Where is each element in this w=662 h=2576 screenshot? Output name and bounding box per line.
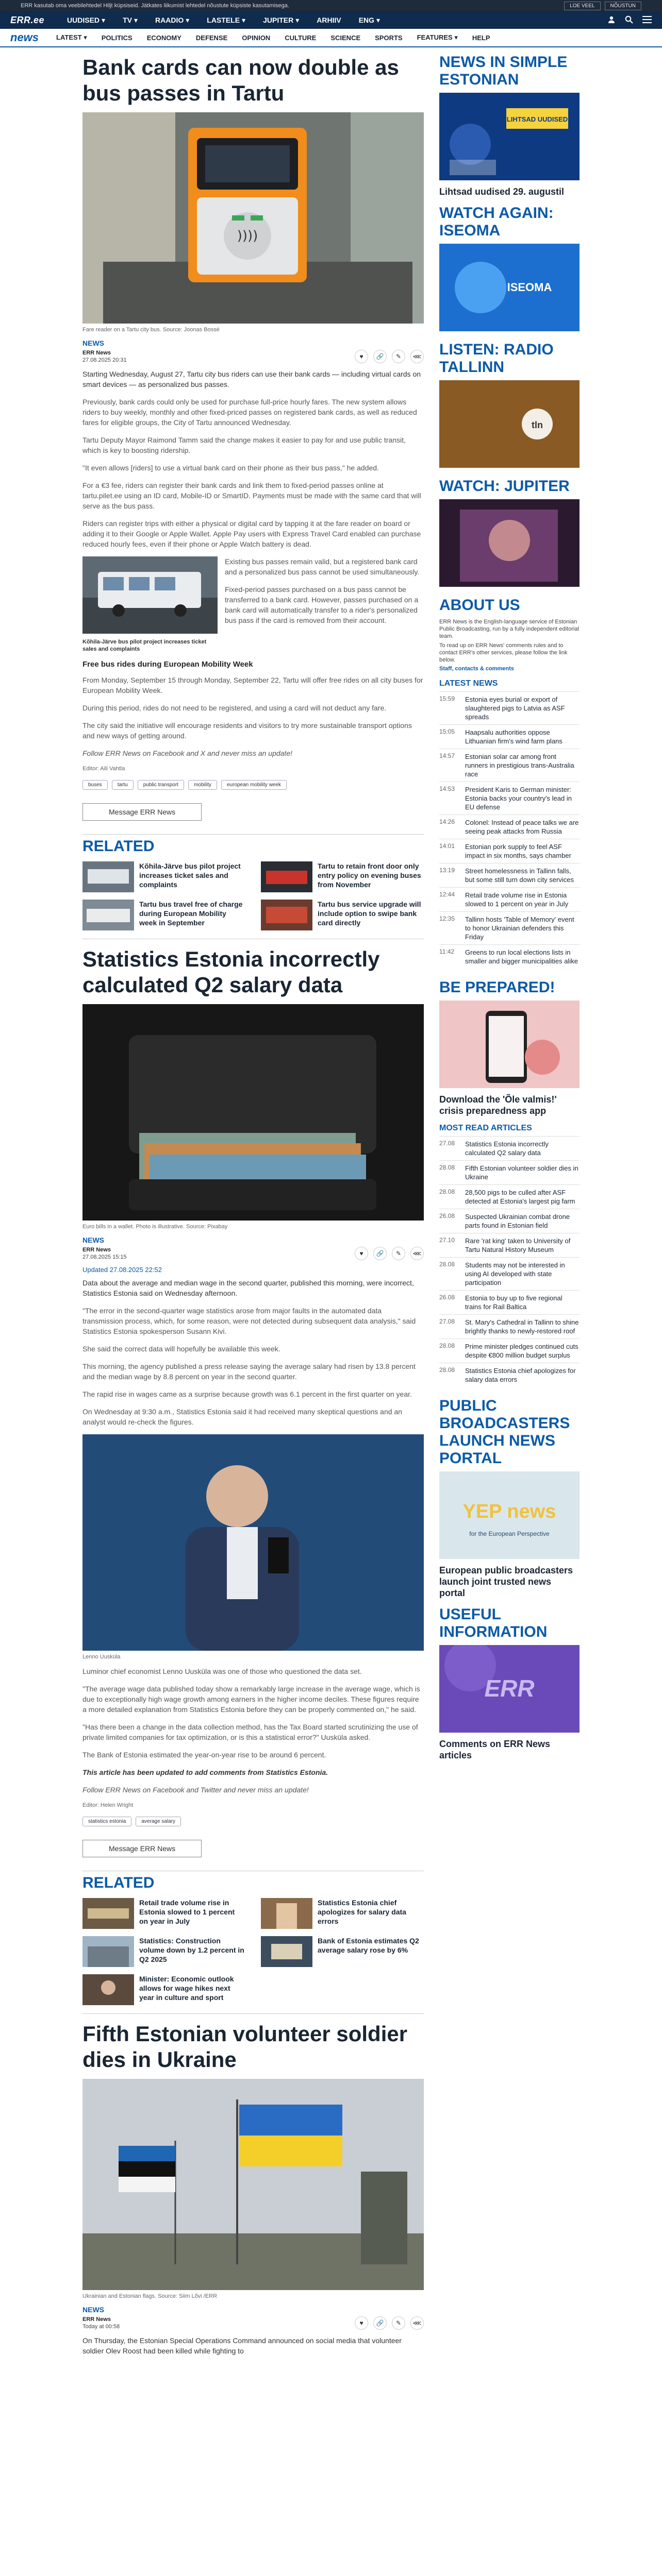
update-notice: This article has been updated to add comments from Statistics Estonia. bbox=[82, 1768, 328, 1776]
heart-icon[interactable]: ♥ bbox=[355, 350, 368, 363]
latest-news-item[interactable]: 14:01 Estonian pork supply to feel ASF impact in six months, says chamber bbox=[439, 839, 580, 863]
latest-news-item[interactable]: 14:53 President Karis to German minister: Estonia backs your country's lead in EU defense bbox=[439, 782, 580, 815]
subnav-sports[interactable]: SPORTS bbox=[375, 33, 403, 42]
share-icon[interactable]: ⋘ bbox=[410, 350, 424, 363]
nav-arhiiv[interactable]: ARHIIV bbox=[317, 16, 341, 24]
sidebar bbox=[439, 47, 580, 2363]
subnav-science[interactable]: SCIENCE bbox=[330, 33, 361, 42]
tag[interactable]: public transport bbox=[138, 780, 184, 790]
most-read-list bbox=[439, 1136, 580, 1387]
editor-credit: Editor: Helen Wright bbox=[82, 1802, 134, 1808]
article-volunteer-soldier bbox=[82, 2021, 424, 2356]
related-item[interactable] bbox=[261, 1936, 424, 1967]
iseoma-badge: ISEOMA bbox=[507, 281, 552, 294]
article-meta bbox=[82, 2316, 120, 2330]
section-subhead: Free bus rides during European Mobility Week bbox=[82, 660, 253, 669]
related-item[interactable] bbox=[261, 1898, 424, 1929]
article-photo bbox=[82, 1004, 424, 1221]
prepared-banner[interactable] bbox=[439, 1001, 580, 1091]
inline-related-figure bbox=[82, 556, 424, 653]
nav-eng[interactable]: ENG ▾ bbox=[358, 15, 380, 24]
sidebar-heading-portal[interactable]: PUBLIC BROADCASTERS LAUNCH NEWS PORTAL bbox=[439, 1397, 570, 1467]
sidebar-heading-iseoma[interactable]: WATCH AGAIN: ISEOMA bbox=[439, 205, 554, 239]
article-photo bbox=[82, 112, 424, 324]
related-item[interactable] bbox=[261, 861, 424, 892]
chevron-down-icon: ▾ bbox=[242, 15, 246, 24]
photo-caption: Fare reader on a Tartu city bus. Source: Joonas Bossé bbox=[82, 327, 220, 333]
latest-news-item[interactable]: 12:35 Tallinn hosts 'Table of Memory' event to honor Ukrainian defenders this Friday bbox=[439, 911, 580, 944]
heart-icon[interactable]: ♥ bbox=[355, 1247, 368, 1260]
related-title[interactable]: Kõhila-Järve bus pilot project increases ticket sales and complaints bbox=[139, 862, 241, 889]
subnav-opinion[interactable]: OPINION bbox=[242, 33, 271, 42]
nav-raadio[interactable]: RAADIO ▾ bbox=[155, 15, 190, 24]
related-title[interactable]: Bank of Estonia estimates Q2 average salary rose by 6% bbox=[318, 1937, 419, 1954]
article-source: ERR News bbox=[82, 350, 111, 356]
article-salary-data bbox=[82, 946, 424, 2014]
paragraph: "The error in the second-quarter wage statistics arose from major faults in the automated data transmission process, which, for some reason, were not detected during subsequent data analysis," said Statistics Estonia spokesperson Susann Kivi. bbox=[82, 1307, 416, 1335]
article-date: 27.08.2025 20:31 bbox=[82, 357, 127, 363]
related-title[interactable]: Retail trade volume rise in Estonia slowed to 1 percent on year in July bbox=[139, 1899, 235, 1925]
related-list bbox=[82, 1898, 424, 2014]
user-icon[interactable] bbox=[607, 15, 616, 25]
radio-tallinn-banner[interactable] bbox=[439, 380, 580, 470]
related-title[interactable]: Tartu bus travel free of charge during European Mobility week in September bbox=[139, 900, 243, 927]
err-main-nav bbox=[0, 11, 662, 29]
latest-news-item[interactable]: 14:57 Estonian solar car among front runners in prestigious trans-Australia race bbox=[439, 749, 580, 782]
paragraph: She said the correct data will hopefully be available this week. bbox=[82, 1345, 280, 1353]
portal-subtitle: for the European Perspective bbox=[469, 1530, 550, 1537]
menu-icon[interactable] bbox=[642, 16, 652, 25]
err-logo[interactable]: ERR.ee bbox=[10, 14, 45, 25]
svg-text:)))): )))) bbox=[237, 228, 258, 244]
latest-news-item[interactable]: 15:05 Haapsalu authorities oppose Lithuanian firm's wind farm plans bbox=[439, 724, 580, 749]
photo-caption: Lenno Uusküla bbox=[82, 1654, 121, 1660]
article-meta bbox=[82, 1246, 127, 1261]
most-read-heading: MOST READ ARTICLES bbox=[439, 1124, 532, 1132]
cookie-bar bbox=[0, 0, 662, 11]
share-tools bbox=[355, 1247, 424, 1260]
paragraph: Existing bus passes remain valid, but a registered bank card and a personalized bus pass cannot be used simultaneously. bbox=[225, 557, 420, 576]
news-brand[interactable]: news bbox=[10, 31, 39, 44]
tag[interactable]: average salary bbox=[136, 1817, 181, 1826]
message-err-button[interactable]: Message ERR News bbox=[82, 1840, 202, 1857]
tag[interactable]: european mobility week bbox=[221, 780, 287, 790]
staff-link[interactable]: Staff, contacts & comments bbox=[439, 666, 514, 672]
edit-icon[interactable]: ✎ bbox=[392, 1247, 405, 1260]
most-read-item[interactable]: 27.10 Rare 'rat king' taken to University of Tartu Natural History Museum bbox=[439, 1233, 580, 1257]
related-item[interactable] bbox=[82, 1898, 245, 1929]
paragraph: From Monday, September 15 through Monday, September 22, Tartu will offer free rides on all city buses for European Mobility Week. bbox=[82, 676, 423, 694]
most-read-item[interactable]: 28.08 Statistics Estonia chief apologizes for salary data errors bbox=[439, 1363, 580, 1387]
category-label[interactable]: NEWS bbox=[82, 339, 104, 347]
editor-credit: Editor: Aili Vahtla bbox=[82, 766, 125, 772]
paragraph: "Has there been a change in the data collection method, has the Tax Board started scrutinizing the use of private limited companies for tax optimization, or is this a statistical error?" Uusküla asked. bbox=[82, 1723, 418, 1741]
related-title[interactable]: Minister: Economic outlook allows for wage hikes next year in culture and sport bbox=[139, 1975, 234, 2002]
related-item[interactable] bbox=[82, 1936, 245, 1967]
simple-news-badge: LIHTSAD UUDISED bbox=[506, 115, 568, 123]
simple-news-banner[interactable] bbox=[439, 93, 580, 183]
main-column bbox=[82, 47, 424, 2363]
edit-icon[interactable]: ✎ bbox=[392, 2316, 405, 2330]
sidebar-heading-prepared[interactable]: BE PREPARED! bbox=[439, 979, 555, 996]
subnav-latest[interactable]: LATEST ▾ bbox=[56, 33, 87, 41]
most-read-item[interactable]: 26.08 Suspected Ukrainian combat drone parts found in Estonian field bbox=[439, 1209, 580, 1233]
article-date: Today at 00:58 bbox=[82, 2324, 120, 2330]
tag[interactable]: tartu bbox=[112, 780, 134, 790]
most-read-item[interactable]: 27.08 St. Mary's Cathedral in Tallinn to shine brightly thanks to newly-restored roof bbox=[439, 1314, 580, 1338]
subnav-features[interactable]: FEATURES ▾ bbox=[417, 33, 458, 41]
most-read-item[interactable]: 28.08 Prime minister pledges continued cuts despite €800 million budget surplus bbox=[439, 1338, 580, 1363]
nav-tv[interactable]: TV ▾ bbox=[123, 15, 138, 24]
paragraph: "The average wage data published today show a remarkably large increase in the average wage, which is due to exceptionally high wage growth among earners in the higher income deciles. These figures require a more detailed explanation from Statistics Estonia before they can be properly commented on," he said. bbox=[82, 1685, 420, 1714]
related-title[interactable]: Statistics Estonia chief apologizes for salary data errors bbox=[318, 1899, 406, 1925]
follow-note: Follow ERR News on Facebook and Twitter and never miss an update! bbox=[82, 1786, 309, 1794]
simple-news-title[interactable]: Lihtsad uudised 29. augustil bbox=[439, 187, 565, 197]
paragraph: This morning, the agency published a press release saying the average salary had risen by 13.8 percent and the median wage by 8.8 percent on year in the second quarter. bbox=[82, 1362, 416, 1381]
subnav-culture[interactable]: CULTURE bbox=[285, 33, 317, 42]
category-label[interactable]: NEWS bbox=[82, 1236, 104, 1244]
latest-news-item[interactable]: 15:59 Estonia eyes burial or export of slaughtered pigs to Latvia as ASF spreads bbox=[439, 691, 580, 724]
latest-news-item[interactable]: 13:19 Street homelessness in Tallinn falls, but some still turn down city services bbox=[439, 863, 580, 887]
paragraph: During this period, rides do not need to be registered, and using a card will not deduct any fare. bbox=[82, 704, 387, 712]
subnav-help[interactable]: HELP bbox=[472, 33, 490, 42]
sidebar-heading-jupiter[interactable]: WATCH: JUPITER bbox=[439, 478, 570, 495]
link-icon[interactable]: 🔗 bbox=[373, 2316, 387, 2330]
edit-icon[interactable]: ✎ bbox=[392, 350, 405, 363]
heart-icon[interactable]: ♥ bbox=[355, 2316, 368, 2330]
related-item[interactable] bbox=[82, 1974, 245, 2005]
most-read-item[interactable]: 28.08 28,500 pigs to be culled after ASF detected at Estonia's largest pig farm bbox=[439, 1184, 580, 1209]
tag[interactable]: buses bbox=[82, 780, 108, 790]
chevron-down-icon: ▾ bbox=[376, 15, 380, 24]
share-icon[interactable]: ⋘ bbox=[410, 1247, 424, 1260]
chevron-down-icon: ▾ bbox=[134, 15, 138, 24]
paragraph: Luminor chief economist Lenno Uusküla was one of those who questioned the data set. bbox=[82, 1667, 362, 1675]
chevron-down-icon: ▾ bbox=[102, 15, 106, 24]
nav-uudised[interactable]: UUDISED ▾ bbox=[67, 15, 106, 24]
photo-caption: Ukrainian and Estonian flags. Source: Siim Lõvi /ERR bbox=[82, 2293, 218, 2299]
nav-jupiter[interactable]: JUPITER ▾ bbox=[263, 15, 300, 24]
related-title[interactable]: Tartu to retain front door only entry policy on evening buses from November bbox=[318, 862, 421, 889]
subnav-defense[interactable]: DEFENSE bbox=[195, 33, 228, 42]
useful-badge: ERR bbox=[484, 1675, 535, 1702]
tag[interactable]: mobility bbox=[188, 780, 217, 790]
article-title[interactable]: Fifth Estonian volunteer soldier dies in Ukraine bbox=[82, 2022, 408, 2072]
inline-photo bbox=[82, 1434, 424, 1651]
radio-badge: tln bbox=[532, 420, 543, 430]
portal-badge: YEP news bbox=[462, 1501, 556, 1522]
paragraph: Fixed-period passes purchased on a bus pass cannot be transferred to a bank card. However, passes purchased on a bank card will automatically transfer to a rider's personalized bus pass if the card is removed from their account. bbox=[225, 585, 419, 624]
paragraph: The rapid rise in wages came as a surprise because growth was 6.1 percent in the first quarter on year. bbox=[82, 1390, 412, 1398]
share-icon[interactable]: ⋘ bbox=[410, 2316, 424, 2330]
iseoma-banner[interactable] bbox=[439, 244, 580, 334]
most-read-item[interactable]: 27.08 Statistics Estonia incorrectly calculated Q2 salary data bbox=[439, 1136, 580, 1160]
inline-related-link[interactable] bbox=[82, 556, 218, 653]
article-photo bbox=[82, 2079, 424, 2290]
jupiter-banner[interactable] bbox=[439, 499, 580, 589]
tag[interactable]: statistics estonia bbox=[82, 1817, 131, 1826]
paragraph: Starting Wednesday, August 27, Tartu city bus riders can use their bank cards — including virtual cards on smart devices — as personalized bus passes. bbox=[82, 370, 421, 388]
link-icon[interactable]: 🔗 bbox=[373, 1247, 387, 1260]
sidebar-heading-useful[interactable]: USEFUL INFORMATION bbox=[439, 1606, 548, 1640]
latest-news-list bbox=[439, 691, 580, 969]
paragraph: Previously, bank cards could only be used for purchase full-price hourly fares. The new system allows riders to buy weekly, monthly and other fixed-priced passes on registered bank cards, as well as reduced fares for eligible groups, the City of Tartu announced Wednesday. bbox=[82, 398, 417, 427]
message-err-button[interactable]: Message ERR News bbox=[82, 803, 202, 821]
tag-list bbox=[82, 780, 424, 790]
article-meta bbox=[82, 349, 127, 364]
sidebar-heading-radio[interactable]: LISTEN: RADIO TALLINN bbox=[439, 341, 554, 376]
paragraph: Data about the average and median wage in the second quarter, published this morning, were incorrect, Statistics Estonia said on Wednesday afternoon. bbox=[82, 1279, 414, 1297]
latest-news-heading: LATEST NEWS bbox=[439, 679, 498, 688]
prepared-title[interactable]: Download the 'Õle valmis!' crisis preparedness app bbox=[439, 1094, 557, 1116]
article-title[interactable]: Bank cards can now double as bus passes in Tartu bbox=[82, 55, 399, 105]
related-title[interactable]: Statistics: Construction volume down by 1.2 percent in Q2 2025 bbox=[139, 1937, 244, 1963]
paragraph: Tartu Deputy Mayor Raimond Tamm said the change makes it easier to pay for and use public transit, which is key to boosting ridership. bbox=[82, 436, 406, 454]
paragraph: The city said the initiative will encourage residents and visitors to try more sustainable transport options and new ways of getting around. bbox=[82, 721, 412, 740]
subnav-economy[interactable]: ECONOMY bbox=[146, 33, 181, 42]
most-read-item[interactable]: 28.08 Fifth Estonian volunteer soldier dies in Ukraine bbox=[439, 1160, 580, 1184]
sidebar-heading-simple-news[interactable]: NEWS IN SIMPLE ESTONIAN bbox=[439, 54, 568, 88]
cookie-notice: ERR kasutab oma veebilehtedel Hiljt küpsiseid. Jätkates liikumist lehtedel nõustute küpsiste kasutamisega. bbox=[21, 3, 289, 9]
share-tools bbox=[355, 350, 424, 363]
portal-banner[interactable] bbox=[439, 1471, 580, 1562]
link-icon[interactable]: 🔗 bbox=[373, 350, 387, 363]
related-item[interactable] bbox=[82, 861, 245, 892]
most-read-item[interactable]: 28.08 Students may not be interested in using AI developed with state participation bbox=[439, 1257, 580, 1290]
related-title[interactable]: Tartu bus service upgrade will include option to swipe bank card directly bbox=[318, 900, 421, 927]
paragraph: Riders can register trips with either a physical or digital card by tapping it at the fare reader on board or adding it to their Google or Apple Wallet. Apple Pay users with Express Travel Card enabled can purchase reduced hourly fees, even if their phone or Apple Watch battery is dead. bbox=[82, 519, 421, 548]
portal-title[interactable]: European public broadcasters launch joint trusted news portal bbox=[439, 1565, 573, 1598]
paragraph: "It even allows [riders] to use a virtual bank card on their phone as their bus pass," he added. bbox=[82, 464, 379, 472]
chevron-down-icon: ▾ bbox=[186, 15, 190, 24]
sidebar-heading-about[interactable]: ABOUT US bbox=[439, 597, 520, 614]
article-source: ERR News bbox=[82, 1247, 111, 1253]
latest-news-item[interactable]: 14:26 Colonel: Instead of peace talks we are seeing peak attacks from Russia bbox=[439, 815, 580, 839]
related-heading: RELATED bbox=[82, 834, 424, 855]
most-read-item[interactable]: 26.08 Estonia to buy up to five regional trains for Rail Baltica bbox=[439, 1290, 580, 1314]
paragraph: The Bank of Estonia estimated the year-on-year rise to be around 6 percent. bbox=[82, 1751, 326, 1759]
article-source: ERR News bbox=[82, 2316, 111, 2323]
paragraph: On Thursday, the Estonian Special Operations Command announced on social media that volunteer soldier Olev Roost had been killed while fighting to bbox=[82, 2336, 402, 2355]
tag-list bbox=[82, 1817, 424, 1826]
latest-news-item[interactable]: 11:42 Greens to run local elections lists in smaller and bigger municipalities alike bbox=[439, 944, 580, 969]
accept-button[interactable]: NÕUSTUN bbox=[605, 2, 641, 10]
article-title[interactable]: Statistics Estonia incorrectly calculated Q2 salary data bbox=[82, 947, 380, 997]
read-more-button[interactable]: LOE VEEL bbox=[564, 2, 600, 10]
latest-news-item[interactable]: 12:44 Retail trade volume rise in Estonia slowed to 1 percent on year in July bbox=[439, 887, 580, 911]
about-text: ERR News is the English-language service of Estonian Public Broadcasting, run by a fully independent editorial team. bbox=[439, 619, 579, 639]
related-item[interactable] bbox=[261, 900, 424, 930]
subnav-politics[interactable]: POLITICS bbox=[101, 33, 133, 42]
paragraph: For a €3 fee, riders can register their bank cards and link them to fixed-period passes online at tartu.pilet.ee using an ID card, Mobile-ID or SmartID. Payments must be made with the same card that will serve as the bus pass. bbox=[82, 481, 421, 510]
related-list bbox=[82, 861, 424, 939]
share-tools bbox=[355, 2316, 424, 2330]
search-icon[interactable] bbox=[625, 15, 633, 25]
photo-caption: Euro bills in a wallet. Photo is illustrative. Source: Pixabay bbox=[82, 1224, 228, 1230]
related-heading: RELATED bbox=[82, 1871, 424, 1892]
about-text-2: To read up on ERR News' comments rules and to contact ERR's other services, please follow the link below. bbox=[439, 642, 568, 663]
useful-banner[interactable] bbox=[439, 1645, 580, 1735]
paragraph: On Wednesday at 9:30 a.m., Statistics Estonia said it had received many skeptical questions and an analyst would re-check the figures. bbox=[82, 1408, 402, 1426]
related-item[interactable] bbox=[82, 900, 245, 930]
updated-stamp: Updated 27.08.2025 22:52 bbox=[82, 1266, 162, 1274]
follow-note: Follow ERR News on Facebook and X and never miss an update! bbox=[82, 749, 292, 757]
inline-caption[interactable]: Kõhila-Järve bus pilot project increases ticket sales and complaints bbox=[82, 639, 207, 652]
category-label[interactable]: NEWS bbox=[82, 2306, 104, 2314]
nav-lastele[interactable]: LASTELE ▾ bbox=[207, 15, 246, 24]
chevron-down-icon: ▾ bbox=[295, 15, 300, 24]
news-subnav bbox=[0, 29, 662, 47]
article-date: 27.08.2025 15:15 bbox=[82, 1254, 127, 1260]
article-bank-cards bbox=[82, 55, 424, 939]
useful-title[interactable]: Comments on ERR News articles bbox=[439, 1739, 551, 1760]
